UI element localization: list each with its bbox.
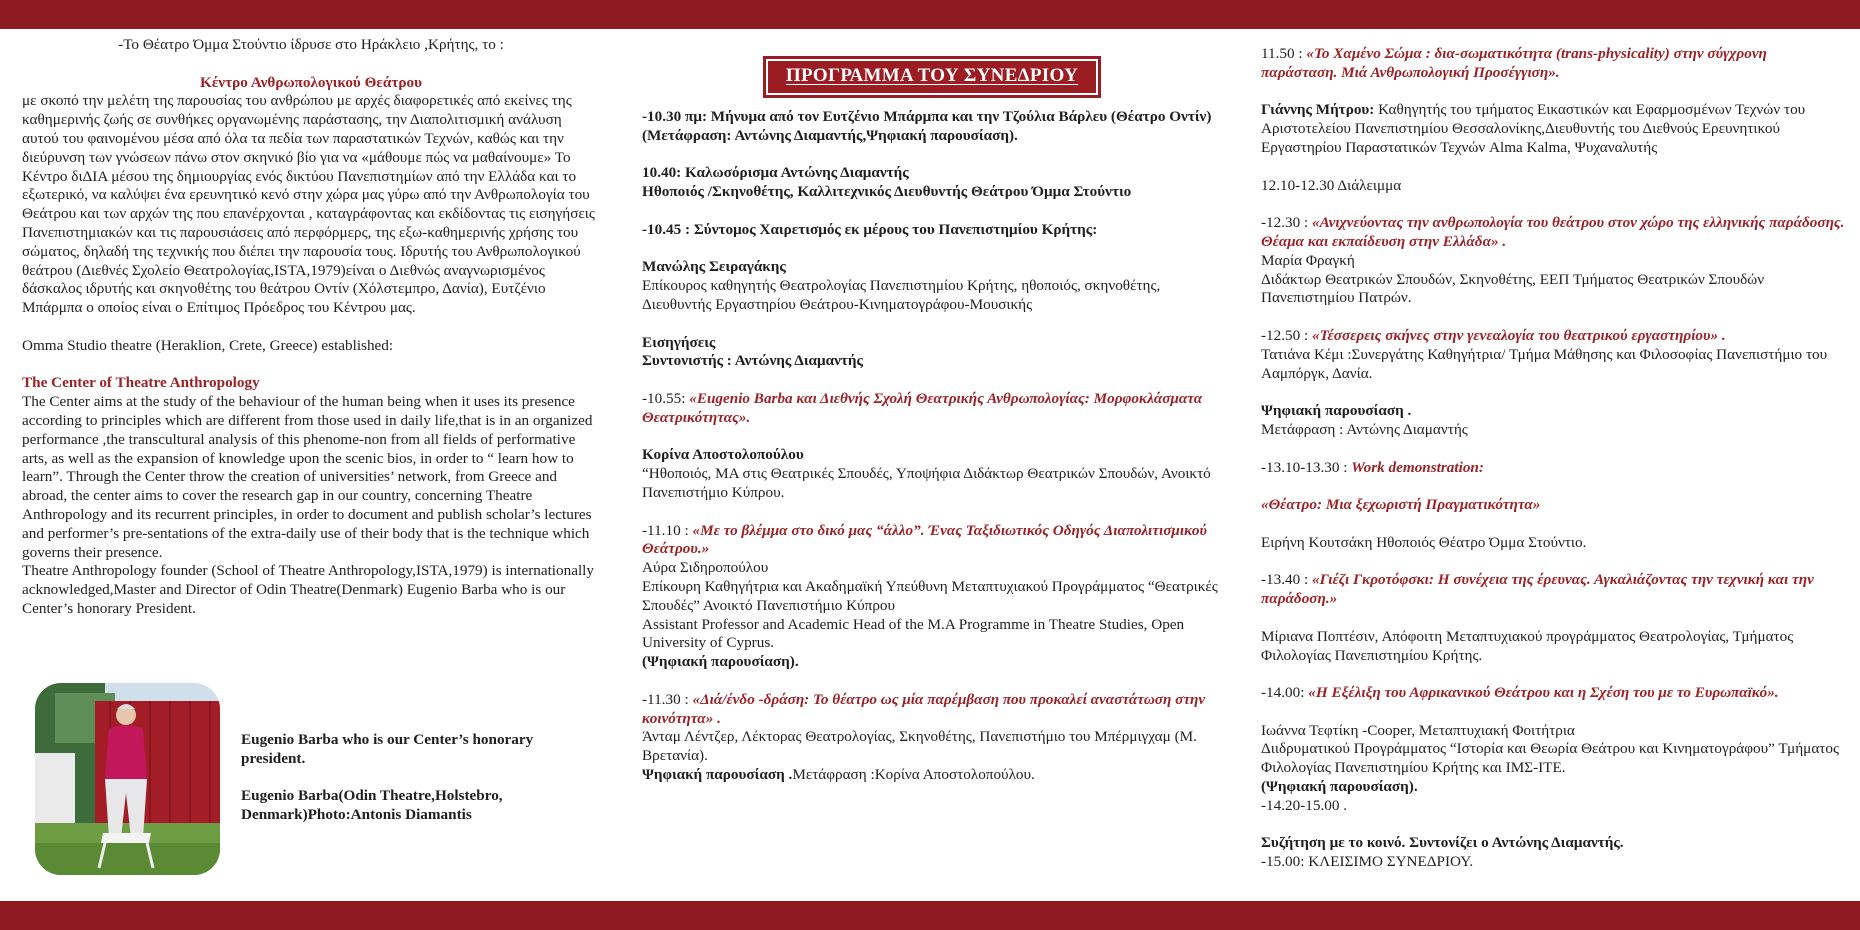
entry-1150-time: 11.50 : xyxy=(1261,45,1307,62)
speaker-seiragakis-role: Επίκουρος καθηγητής Θεατρολογίας Πανεπιστημίου Κρήτης, ηθοποιός, σκηνοθέτης, xyxy=(642,277,1161,295)
entry-1130-time: -11.30 : xyxy=(642,690,693,708)
speaker-fragki: Μαρία Φραγκή xyxy=(1261,251,1355,269)
body-english: The Center aims at the study of the behaviour of the human being when it uses its presence according to principles which are different from those used in daily life,that is in an organized performance ,the transcultural analysis of this phenome-non from all fields of performative arts, as well as the expansion of knowledge upon the scenic bios, in order to “ learn how to learn”. Through the Center throw the creation of universities’ network, from Greece and abroad, the center aims to cover the research gap in our country, concerning Theatre Anthropology and its recurrent principles, in order to document and publish scholar’s lectures and performer’s pre-sentations of the extra-daily use of their body that is the technique which governs their presence. xyxy=(22,393,593,561)
about-column xyxy=(22,36,600,619)
entry-1110-time: -11.10 : xyxy=(642,521,693,539)
entry-1230 xyxy=(1261,214,1846,252)
speaker-seiragakis-role-2: Διευθυντής Εργαστηρίου Θεάτρου-Κινηματογράφου-Μουσικής xyxy=(642,295,1033,313)
program-column-1 xyxy=(642,36,1222,785)
entry-1110-title: «Με το βλέμμα στο δικό μας “άλλο”. Ένας Ταξιδιωτικός Οδηγός Διαπολιτισμικού Θεάτρου.» xyxy=(642,521,1207,558)
body-greek: με σκοπό την μελέτη της παρουσίας του ανθρώπου με αρχές διαφορετικές από εκείνες της καθημερινής ζωής σε συνθήκες οργανωμένης παράστασης, την Διαπολιτισμική ανάλυση αυτού του φαινομένου μέσα από όλα τα πεδία των παραστατικών Τεχνών, καθώς και την διεύρυνση των γνώσεων πάνω στον σκηνικό βίο για να «μάθουμε πώς να μαθαίνουμε» Το Κέντρο διΔΙΑ μέσου της δημιουργίας ενός δικτύου Πανεπιστημίων από την Ελλάδα και το εξωτερικό, να καλύψει ένα ερευνητικό κενό στην χώρα μας γύρω από την Ανθρωπολογία του Θεάτρου και των αρχών της που επανέρχονται , καταγράφοντας και εκδίδοντας τις εισηγήσεις Πανεπιστημιακών και τις παρουσιάσεις από περφόρμερς, της εξω-καθημερινής χρήσης του σώματος, δηλαδή της τεχνικής που διέπει την παρουσία τους. Ιδρυτής του Ανθρωπολογικού θεάτρου (Διεθνές Σχολείο Θεατρολογίας,ISTA,1979)είναι ο Διεθνώς αναγνωρισμένος δάσκαλος ιδρυτής και σκηνοθέτης του θεάτρου Οντίν (Χόλστεμπρο, Δανία), Ευτζένιο Μπάρμπα ο οποίος είναι ο Επίτιμος Πρόεδρος του Κέντρου μας. xyxy=(22,92,595,317)
speaker-mitrou-role: Καθηγητής του τμήματος Εικαστικών και Εφαρμοσμένων Τεχνών του Αριστοτελείου Πανεπιστημίου Θεσσαλονίκης,Διευθυντής του Διεθνούς Ερευνητικού Εργαστηρίου Παραστατικών Τεχνών Alma Kalma, Ψυχαναλυτής xyxy=(1261,101,1806,156)
speaker-sidiropoulou-role-en: Assistant Professor and Academic Head of the M.A Programme in Theatre Studies, Open University of Cyprus. xyxy=(642,615,1185,652)
speaker-lentzer: Άνταμ Λέντζερ, Λέκτορας Θεατρολογίας, Σκηνοθέτης, Πανεπιστήμιο του Μπέρμιγχαμ (Μ. Βρετανία). xyxy=(642,728,1197,765)
demonstration-title: «Θέατρο: Μια ξεχωριστή Πραγματικότητα» xyxy=(1261,496,1541,514)
entry-1250 xyxy=(1261,327,1846,346)
entry-1400-title: «Η Εξέλιξη του Αφρικανικού Θεάτρου και η Σχέση του με το Ευρωπαϊκό». xyxy=(1308,684,1779,702)
body-english-founder: Theatre Anthropology founder (School of Theatre Anthropology,ISTA,1979) is internationally acknowledged,Master and Director of Odin Theatre(Denmark) Eugenio Barba who is our Center’s honorary President. xyxy=(22,562,594,617)
closing: -15.00: ΚΛΕΙΣΙΜΟ ΣΥΝΕΔΡΙΟΥ. xyxy=(1261,853,1474,871)
entry-1040: 10.40: Καλωσόρισμα Αντώνης Διαμαντής xyxy=(642,164,909,182)
entry-1310 xyxy=(1261,459,1846,478)
coordinator: Συντονιστής : Αντώνης Διαμαντής xyxy=(642,352,863,370)
speaker-seiragakis: Μανώλης Σειραγάκης xyxy=(642,258,786,276)
digital-note-1: (Ψηφιακή παρουσίαση). xyxy=(642,653,799,671)
digital-note-2-label: Ψηφιακή παρουσίαση . xyxy=(642,765,793,783)
speaker-poptesin: Μίριανα Ποπτέσιν, Απόφοιτη Μεταπτυχιακού προγράμματος Θεατρολογίας, Τμήματος Φιλολογίας Πανεπιστημίου Κρήτης. xyxy=(1261,627,1794,664)
entry-1045: -10.45 : Σύντομος Χαιρετισμός εκ μέρους του Πανεπιστημίου Κρήτης: xyxy=(642,220,1098,238)
entry-1130 xyxy=(642,691,1222,729)
entry-1310-time: -13.10-13.30 : xyxy=(1261,458,1352,476)
entry-1250-time: -12.50 : xyxy=(1261,326,1313,344)
entry-1310-title: Work demonstration: xyxy=(1351,458,1484,476)
entry-1130-title: «Διά/ένδο -δράση: Το θέατρο ως μία παρέμβαση που προκαλεί αναστάτωση στην κοινότητα» . xyxy=(642,690,1206,727)
presentations-heading: Εισηγήσεις xyxy=(642,333,716,351)
digital-note-2 xyxy=(642,766,1222,785)
entry-1055 xyxy=(642,390,1222,428)
discussion: Συζήτηση με το κοινό. Συντονίζει ο Αντώνης Διαμαντής. xyxy=(1261,834,1624,852)
entry-1055-title: «Eugenio Barba και Διεθνής Σχολή Θεατρικής Ανθρωπολογίας: Μορφοκλάσματα Θεατρικότητας». xyxy=(642,389,1203,426)
speaker-sidiropoulou: Αύρα Σιδηροπούλου xyxy=(642,559,769,577)
top-banner xyxy=(0,0,1860,29)
photo-caption xyxy=(241,731,571,825)
entry-1150-title: «Το Χαμένο Σώμα : δια-σωματικότητα (trans-physicality) στην σύγχρονη παράσταση. Μιά Ανθρωπολογική Προσέγγιση». xyxy=(1261,45,1767,81)
entry-1340 xyxy=(1261,571,1846,609)
entry-1110 xyxy=(642,522,1222,560)
speaker-mitrou-name: Γιάννης Μήτρου: xyxy=(1261,101,1379,119)
center-title-english: The Center of Theatre Anthropology xyxy=(22,374,260,392)
entry-1400 xyxy=(1261,684,1846,703)
break: 12.10-12.30 Διάλειμμα xyxy=(1261,176,1402,194)
speaker-apostolopoulou-role: “Ηθοποιός, ΜΑ στις Θεατρικές Σπουδές, Υποψήφια Διδάκτωρ Θεατρικών Σπουδών, Ανοικτό Πανεπιστήμιο Κύπρου. xyxy=(642,465,1211,501)
entry-1420: -14.20-15.00 . xyxy=(1261,796,1348,814)
intro-english: Omma Studio theatre (Heraklion, Crete, Greece) established: xyxy=(22,336,394,354)
entry-1230-title: «Ανιχνεύοντας την ανθρωπολογία του θεάτρου στον χώρο της ελληνικής παράδοσης. Θέαμα και εκπαίδευση στην Ελλάδα» . xyxy=(1261,214,1845,250)
caption-line-2: Eugenio Barba(Odin Theatre,Holstebro, Denmark)Photo:Antonis Diamantis xyxy=(241,787,503,824)
program-column-2 xyxy=(1261,45,1846,872)
center-title-greek: Κέντρο Ανθρωπολογικού Θεάτρου xyxy=(200,73,422,91)
entry-1400-time: -14.00: xyxy=(1261,684,1309,702)
speaker-apostolopoulou: Κορίνα Αποστολοπούλου xyxy=(642,446,804,464)
speaker-koutsaki: Ειρήνη Κουτσάκη Ηθοποιός Θέατρο Όμμα Στούντιο. xyxy=(1261,533,1587,551)
speaker-kemi: Τατιάνα Κέμι :Συνεργάτης Καθηγήτρια/ Τμήμα Μάθησης και Φιλοσοφίας Πανεπιστήμιο του Ααμπόργκ, Δανία. xyxy=(1261,345,1828,382)
speaker-sidiropoulou-role: Επίκουρη Καθηγήτρια και Ακαδημαϊκή Υπεύθυνη Μεταπτυχιακού Προγράμματος “Θεατρικές Σπουδές” Ανοικτό Πανεπιστήμιο Κύπρου xyxy=(642,577,1218,614)
digital-note-3: Ψηφιακή παρουσίαση . xyxy=(1261,402,1412,420)
entry-1030: -10.30 πμ: Μήνυμα από τον Ευτζένιο Μπάρμπα και την Τζούλια Βάρλευ (Θέατρο Οντίν) xyxy=(642,108,1212,125)
caption-line-1: Eugenio Barba who is our Center’s honorary president. xyxy=(241,731,534,767)
intro-greek: -Το Θέατρο Όμμα Στούντιο ίδρυσε στο Ηράκλειο ,Κρήτης, το : xyxy=(118,36,504,53)
entry-1340-time: -13.40 : xyxy=(1261,571,1313,589)
speaker-teftiki: Ιωάννα Τεφτίκη -Cooper, Μεταπτυχιακή Φοιτήτρια xyxy=(1261,721,1575,739)
speaker-mitrou xyxy=(1261,101,1846,157)
entry-1150 xyxy=(1261,45,1846,83)
program-title: ΠΡΟΓΡΑΜΜΑ ΤΟΥ ΣΥΝΕΔΡΙΟΥ xyxy=(763,56,1101,98)
entry-1250-title: «Τέσσερεις σκήνες στην γενεαλογία του θεατρικού εργαστηρίου» . xyxy=(1312,326,1726,344)
speaker-fragki-role: Διδάκτωρ Θεατρικών Σπουδών, Σκηνοθέτης, ΕΕΠ Τμήματος Θεατρικών Σπουδών Πανεπιστημίου Πατρών. xyxy=(1261,270,1765,307)
entry-1030-note: (Μετάφραση: Αντώνης Διαμαντής,Ψηφιακή παρουσίαση). xyxy=(642,126,1018,144)
speaker-teftiki-role: Διιδρυματικού Προγράμματος “Ιστορία και Θεωρία Θεάτρου και Κινηματογράφου” Τμήματος Φιλολογίας Πανεπιστημίου Κρήτης και ΙΜΣ-ΙΤΕ. xyxy=(1261,740,1839,777)
digital-note-2-translation: Μετάφραση :Κορίνα Αποστολοπούλου. xyxy=(792,765,1035,783)
entry-1340-title: «Γιέζι Γκροτόφσκι: Η συνέχεια της έρευνας. Αγκαλιάζοντας την τεχνική και την παράδοση.» xyxy=(1261,571,1814,608)
digital-note-4: (Ψηφιακή παρουσίαση). xyxy=(1261,778,1418,796)
translation-note: Μετάφραση : Αντώνης Διαμαντής xyxy=(1261,420,1468,438)
bottom-banner xyxy=(0,901,1860,930)
barba-photo xyxy=(35,683,220,875)
entry-1055-time: -10.55: xyxy=(642,389,690,407)
entry-1040-role: Ηθοποιός /Σκηνοθέτης, Καλλιτεχνικός Διευθυντής Θεάτρου Όμμα Στούντιο xyxy=(642,183,1132,201)
entry-1230-time: -12.30 : xyxy=(1261,214,1313,232)
